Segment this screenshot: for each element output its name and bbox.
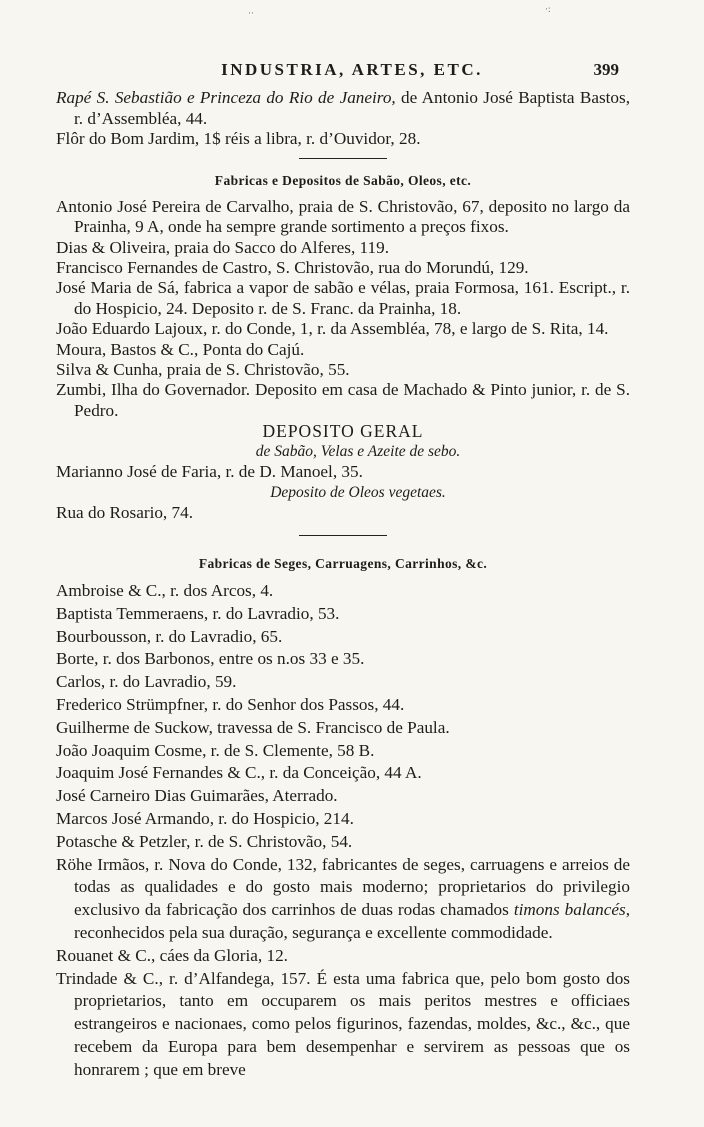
list-item: Antonio José Pereira de Carvalho, praia de S. Christovão, 67, deposito no largo da Prainha, 9 A, onde ha sempre grande sortimento a preços fixos. — [56, 196, 630, 237]
list-item: Marcos José Armando, r. do Hospicio, 214. — [56, 809, 354, 829]
list-item: José Maria de Sá, fabrica a vapor de sabão e vélas, praia Formosa, 161. Escript., r. do Hospicio, 24. Deposito r. de S. Franc. da Prainha, 18. — [56, 278, 630, 318]
list-item: José Carneiro Dias Guimarães, Aterrado. — [56, 786, 338, 806]
page-number: 399 — [593, 60, 619, 79]
list-item: Trindade & C., r. d’Alfandega, 157. É esta uma fabrica que, pelo bom gosto dos proprietarios, tanto em occuparem os mais peritos mestres e officiaes estrangeiros e nacionaes, como pelos figurinos, fazendas, moldes, &c., &c., que recebem da Europa para bem desempenhar e servirem as pessoas que os honrarem ; que em breve — [56, 968, 630, 1079]
list-item: João Eduardo Lajoux, r. do Conde, 1, r. da Assembléa, 78, e largo de S. Rita, 14. — [56, 319, 609, 339]
list-item: Rouanet & C., cáes da Gloria, 12. — [56, 945, 288, 965]
deposito-geral-subtitle: de Sabão, Velas e Azeite de sebo. — [255, 443, 461, 461]
list-item: Borte, r. dos Barbonos, entre os n.os 33 e 35. — [56, 649, 365, 669]
list-item: Joaquim José Fernandes & C., r. da Conceição, 44 A. — [56, 763, 422, 783]
intro-entry: Rapé S. Sebastião e Princeza do Rio de Janeiro, de Antonio José Baptista Bastos, r. d’Assembléa, 44. — [56, 88, 630, 128]
oleos-subtitle: Deposito de Oleos vegetaes. — [270, 483, 446, 501]
list-item: Zumbi, Ilha do Governador. Deposito em casa de Machado & Pinto junior, r. de S. Pedro. — [56, 380, 630, 420]
list-item: Bourbousson, r. do Lavradio, 65. — [56, 626, 283, 646]
list-item: Röhe Irmãos, r. Nova do Conde, 132, fabricantes de seges, carruagens e arreios de todas as qualidades e do gosto mais moderno; proprietarios do privilegio exclusivo da fabricação dos carrinhos de duas rodas chamados timons balancés, reconhecidos pela sua duração, segurança e excellente commodidade. — [56, 854, 631, 943]
section-heading-sabao: Fabricas e Depositos de Sabão, Oleos, etc. — [214, 172, 472, 188]
list-item: João Joaquim Cosme, r. de S. Clemente, 58 B. — [56, 740, 375, 760]
list-item: Guilherme de Suckow, travessa de S. Francisco de Paula. — [56, 717, 450, 737]
list-item: Potasche & Petzler, r. de S. Christovão, 54. — [56, 831, 353, 851]
list-item: Carlos, r. do Lavradio, 59. — [56, 672, 237, 692]
section-heading-seges: Fabricas de Seges, Carruagens, Carrinhos, &c. — [198, 556, 488, 572]
section-divider — [299, 535, 387, 536]
list-item: Ambroise & C., r. dos Arcos, 4. — [56, 581, 274, 601]
list-item: Moura, Bastos & C., Ponta do Cajú. — [56, 339, 305, 359]
product-name: Rapé S. Sebastião e Princeza do Rio de Janeiro, — [56, 88, 396, 107]
list-item: Silva & Cunha, praia de S. Christovão, 55. — [56, 360, 350, 380]
page-content — [56, 88, 630, 1082]
list-item: Marianno José de Faria, r. de D. Manoel, 35. — [56, 462, 363, 482]
product-name: timons balancés — [513, 900, 626, 920]
intro-entry: Flôr do Bom Jardim, 1$ réis a libra, r. d’Ouvidor, 28. — [56, 129, 421, 149]
list-item: Dias & Oliveira, praia do Sacco do Alferes, 119. — [56, 237, 389, 257]
print-speck: ·: — [545, 4, 551, 14]
list-item: Francisco Fernandes de Castro, S. Christovão, rua do Morundú, 129. — [56, 258, 529, 277]
print-speck: ·· — [248, 8, 254, 18]
deposito-geral-title: DEPOSITO GERAL — [262, 421, 424, 442]
list-item: Frederico Strümpfner, r. do Senhor dos Passos, 44. — [56, 695, 405, 715]
list-item: Rua do Rosario, 74. — [56, 502, 194, 522]
list-item: Baptista Temmeraens, r. do Lavradio, 53. — [56, 603, 340, 623]
running-head — [0, 60, 704, 86]
section-divider — [299, 158, 387, 159]
running-head-title: INDUSTRIA, ARTES, ETC. — [221, 60, 483, 79]
